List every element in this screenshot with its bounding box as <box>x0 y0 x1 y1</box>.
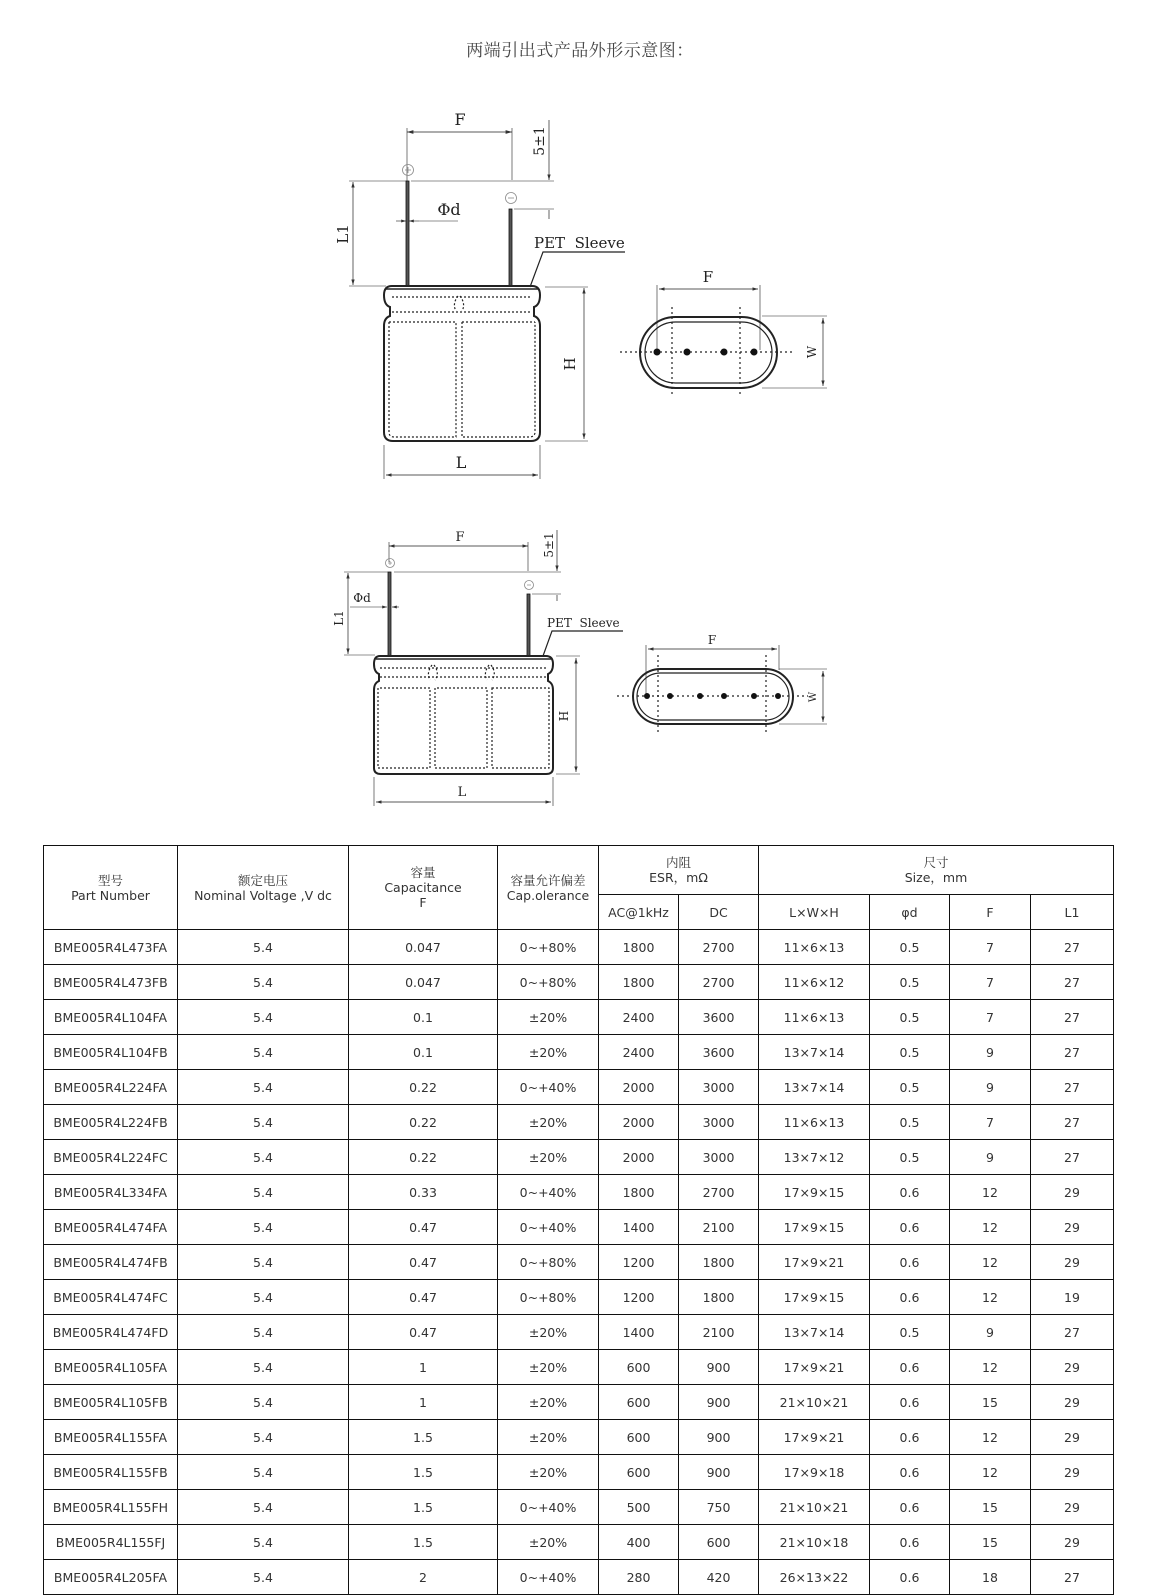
cell-tolerance: 0~+80% <box>498 930 599 965</box>
cell-part-number: BME005R4L224FB <box>44 1105 178 1140</box>
header-dc: DC <box>679 895 759 930</box>
cell-part-number: BME005R4L473FB <box>44 965 178 1000</box>
cell-capacitance: 0.047 <box>349 930 498 965</box>
cell-size-phid: 0.6 <box>870 1490 950 1525</box>
header-nominal-voltage: 额定电压 Nominal Voltage ,V dc <box>178 846 349 930</box>
cell-capacitance: 0.47 <box>349 1315 498 1350</box>
cell-esr-ac: 600 <box>599 1420 679 1455</box>
cell-voltage: 5.4 <box>178 1490 349 1525</box>
cell-size-phid: 0.5 <box>870 1105 950 1140</box>
cell-part-number: BME005R4L104FB <box>44 1035 178 1070</box>
table-row <box>44 1175 1114 1210</box>
cell-tolerance: ±20% <box>498 1420 599 1455</box>
cell-tolerance: 0~+40% <box>498 1490 599 1525</box>
cell-voltage: 5.4 <box>178 1315 349 1350</box>
cell-esr-dc: 600 <box>679 1525 759 1560</box>
cell-part-number: BME005R4L474FA <box>44 1210 178 1245</box>
cell-esr-ac: 2400 <box>599 1035 679 1070</box>
cell-tolerance: 0~+80% <box>498 1280 599 1315</box>
cell-voltage: 5.4 <box>178 1070 349 1105</box>
cell-voltage: 5.4 <box>178 1560 349 1595</box>
cell-tolerance: 0~+40% <box>498 1560 599 1595</box>
diagram2-phid-label: Φd <box>353 591 371 605</box>
cell-size-f: 12 <box>950 1420 1031 1455</box>
cell-part-number: BME005R4L205FA <box>44 1560 178 1595</box>
cell-capacitance: 2 <box>349 1560 498 1595</box>
diagram1-f-label: F <box>454 110 466 129</box>
page-title: 两端引出式产品外形示意图： <box>466 41 694 61</box>
table-row <box>44 1035 1114 1070</box>
table-row <box>44 1105 1114 1140</box>
cell-part-number: BME005R4L105FB <box>44 1385 178 1420</box>
diagram2-tolerance-label: 5±1 <box>542 532 556 558</box>
header-f: F <box>950 895 1031 930</box>
table-row <box>44 1280 1114 1315</box>
cell-size-phid: 0.6 <box>870 1525 950 1560</box>
header-part-number: 型号 Part Number <box>44 846 178 930</box>
table-row <box>44 1420 1114 1455</box>
cell-esr-ac: 1400 <box>599 1210 679 1245</box>
cell-size-lwh: 17×9×18 <box>759 1455 870 1490</box>
cell-tolerance: ±20% <box>498 1455 599 1490</box>
cell-capacitance: 0.33 <box>349 1175 498 1210</box>
cell-size-l1: 29 <box>1031 1245 1114 1280</box>
cell-size-l1: 27 <box>1031 930 1114 965</box>
cell-esr-dc: 1800 <box>679 1280 759 1315</box>
cell-voltage: 5.4 <box>178 1245 349 1280</box>
cell-size-lwh: 13×7×14 <box>759 1070 870 1105</box>
table-row <box>44 965 1114 1000</box>
cell-size-lwh: 17×9×21 <box>759 1245 870 1280</box>
cell-part-number: BME005R4L334FA <box>44 1175 178 1210</box>
cell-size-lwh: 11×6×13 <box>759 930 870 965</box>
cell-size-l1: 29 <box>1031 1350 1114 1385</box>
cell-part-number: BME005R4L224FC <box>44 1140 178 1175</box>
cell-esr-ac: 2000 <box>599 1070 679 1105</box>
cell-tolerance: 0~+40% <box>498 1070 599 1105</box>
cell-size-phid: 0.6 <box>870 1350 950 1385</box>
cell-size-l1: 27 <box>1031 965 1114 1000</box>
cell-size-l1: 27 <box>1031 1140 1114 1175</box>
cell-esr-dc: 900 <box>679 1420 759 1455</box>
cell-size-l1: 27 <box>1031 1035 1114 1070</box>
cell-size-lwh: 21×10×21 <box>759 1490 870 1525</box>
diagram1-l1-label: L1 <box>334 224 352 244</box>
cell-size-f: 15 <box>950 1385 1031 1420</box>
cell-capacitance: 0.47 <box>349 1280 498 1315</box>
cell-size-phid: 0.5 <box>870 930 950 965</box>
cell-esr-dc: 2700 <box>679 930 759 965</box>
cell-size-f: 9 <box>950 1315 1031 1350</box>
cell-size-f: 12 <box>950 1280 1031 1315</box>
header-l1: L1 <box>1031 895 1114 930</box>
cell-capacitance: 0.22 <box>349 1070 498 1105</box>
cell-voltage: 5.4 <box>178 1140 349 1175</box>
table-row <box>44 1210 1114 1245</box>
cell-size-l1: 29 <box>1031 1210 1114 1245</box>
cell-esr-ac: 2000 <box>599 1140 679 1175</box>
cell-size-phid: 0.6 <box>870 1175 950 1210</box>
diagram1-top-view <box>620 285 827 397</box>
table-row <box>44 1560 1114 1595</box>
cell-voltage: 5.4 <box>178 1455 349 1490</box>
cell-voltage: 5.4 <box>178 930 349 965</box>
cell-size-lwh: 17×9×15 <box>759 1210 870 1245</box>
cell-size-f: 9 <box>950 1140 1031 1175</box>
diagram2-w-label: W <box>808 691 819 703</box>
cell-size-f: 15 <box>950 1525 1031 1560</box>
cell-esr-ac: 500 <box>599 1490 679 1525</box>
cell-size-l1: 19 <box>1031 1280 1114 1315</box>
table-row <box>44 1385 1114 1420</box>
cell-esr-dc: 3600 <box>679 1000 759 1035</box>
cell-capacitance: 1 <box>349 1385 498 1420</box>
cell-size-lwh: 17×9×21 <box>759 1420 870 1455</box>
cell-size-lwh: 13×7×12 <box>759 1140 870 1175</box>
cell-tolerance: 0~+80% <box>498 1245 599 1280</box>
cell-size-l1: 29 <box>1031 1455 1114 1490</box>
diagram1-h-label: H <box>561 357 579 371</box>
cell-size-phid: 0.5 <box>870 1035 950 1070</box>
cell-esr-dc: 2100 <box>679 1315 759 1350</box>
cell-part-number: BME005R4L155FA <box>44 1420 178 1455</box>
cell-part-number: BME005R4L104FA <box>44 1000 178 1035</box>
cell-size-phid: 0.5 <box>870 1140 950 1175</box>
cell-size-lwh: 17×9×15 <box>759 1280 870 1315</box>
cell-part-number: BME005R4L105FA <box>44 1350 178 1385</box>
cell-esr-ac: 1800 <box>599 965 679 1000</box>
cell-size-phid: 0.6 <box>870 1560 950 1595</box>
cell-voltage: 5.4 <box>178 1175 349 1210</box>
diagram1-w-label: W <box>805 345 819 359</box>
cell-size-phid: 0.6 <box>870 1455 950 1490</box>
cell-size-l1: 29 <box>1031 1175 1114 1210</box>
cell-size-lwh: 21×10×21 <box>759 1385 870 1420</box>
cell-size-lwh: 11×6×13 <box>759 1105 870 1140</box>
header-tolerance: 容量允许偏差 Cap.olerance <box>498 846 599 930</box>
cell-capacitance: 0.1 <box>349 1000 498 1035</box>
diagram2-top-f-label: F <box>707 633 717 647</box>
cell-tolerance: 0~+40% <box>498 1210 599 1245</box>
cell-part-number: BME005R4L474FD <box>44 1315 178 1350</box>
cell-voltage: 5.4 <box>178 1525 349 1560</box>
cell-size-lwh: 13×7×14 <box>759 1315 870 1350</box>
cell-esr-ac: 280 <box>599 1560 679 1595</box>
cell-esr-ac: 600 <box>599 1455 679 1490</box>
cell-esr-ac: 1200 <box>599 1245 679 1280</box>
cell-voltage: 5.4 <box>178 1420 349 1455</box>
cell-tolerance: ±20% <box>498 1035 599 1070</box>
cell-size-phid: 0.6 <box>870 1245 950 1280</box>
cell-size-phid: 0.5 <box>870 965 950 1000</box>
cell-tolerance: 0~+40% <box>498 1175 599 1210</box>
cell-size-l1: 29 <box>1031 1385 1114 1420</box>
cell-voltage: 5.4 <box>178 965 349 1000</box>
cell-esr-ac: 600 <box>599 1350 679 1385</box>
cell-part-number: BME005R4L224FA <box>44 1070 178 1105</box>
cell-esr-dc: 3600 <box>679 1035 759 1070</box>
diagram1-phid-label: Φd <box>437 200 461 219</box>
cell-size-l1: 29 <box>1031 1420 1114 1455</box>
table-row <box>44 1070 1114 1105</box>
cell-tolerance: 0~+80% <box>498 965 599 1000</box>
cell-capacitance: 0.47 <box>349 1210 498 1245</box>
cell-size-f: 15 <box>950 1490 1031 1525</box>
cell-size-lwh: 17×9×15 <box>759 1175 870 1210</box>
cell-size-l1: 27 <box>1031 1070 1114 1105</box>
cell-size-f: 7 <box>950 965 1031 1000</box>
cell-esr-dc: 1800 <box>679 1245 759 1280</box>
cell-size-l1: 29 <box>1031 1490 1114 1525</box>
cell-size-f: 12 <box>950 1350 1031 1385</box>
table-row <box>44 1000 1114 1035</box>
cell-part-number: BME005R4L474FC <box>44 1280 178 1315</box>
cell-size-l1: 27 <box>1031 1315 1114 1350</box>
cell-esr-dc: 900 <box>679 1385 759 1420</box>
cell-capacitance: 1 <box>349 1350 498 1385</box>
diagram1-tolerance-label: 5±1 <box>532 126 548 156</box>
cell-voltage: 5.4 <box>178 1035 349 1070</box>
cell-esr-ac: 600 <box>599 1385 679 1420</box>
cell-tolerance: ±20% <box>498 1105 599 1140</box>
table-row <box>44 930 1114 965</box>
cell-size-lwh: 21×10×18 <box>759 1525 870 1560</box>
table-row <box>44 1525 1114 1560</box>
cell-tolerance: ±20% <box>498 1315 599 1350</box>
cell-size-lwh: 13×7×14 <box>759 1035 870 1070</box>
diagram1-l-label: L <box>455 453 467 472</box>
cell-part-number: BME005R4L473FA <box>44 930 178 965</box>
cell-voltage: 5.4 <box>178 1000 349 1035</box>
diagram2-l-label: L <box>457 785 467 800</box>
cell-size-lwh: 26×13×22 <box>759 1560 870 1595</box>
cell-size-f: 18 <box>950 1560 1031 1595</box>
cell-esr-dc: 2700 <box>679 965 759 1000</box>
cell-size-l1: 27 <box>1031 1560 1114 1595</box>
cell-tolerance: ±20% <box>498 1525 599 1560</box>
cell-size-l1: 29 <box>1031 1525 1114 1560</box>
cell-esr-dc: 900 <box>679 1350 759 1385</box>
cell-esr-dc: 2700 <box>679 1175 759 1210</box>
cell-size-l1: 27 <box>1031 1000 1114 1035</box>
diagram2-sleeve-label: PET Sleeve <box>547 616 620 630</box>
cell-tolerance: ±20% <box>498 1385 599 1420</box>
spec-table <box>43 845 1114 1595</box>
cell-size-f: 7 <box>950 1000 1031 1035</box>
cell-esr-dc: 3000 <box>679 1105 759 1140</box>
cell-voltage: 5.4 <box>178 1105 349 1140</box>
cell-capacitance: 0.1 <box>349 1035 498 1070</box>
diagram1-side-view <box>349 120 625 479</box>
cell-size-f: 12 <box>950 1175 1031 1210</box>
cell-size-phid: 0.6 <box>870 1280 950 1315</box>
cell-capacitance: 1.5 <box>349 1420 498 1455</box>
cell-size-phid: 0.5 <box>870 1315 950 1350</box>
header-size: 尺寸 Size，mm <box>759 846 1114 895</box>
diagram1-top-f-label: F <box>702 268 714 286</box>
cell-capacitance: 1.5 <box>349 1490 498 1525</box>
cell-esr-dc: 900 <box>679 1455 759 1490</box>
cell-esr-ac: 1400 <box>599 1315 679 1350</box>
cell-size-f: 9 <box>950 1070 1031 1105</box>
table-row <box>44 1140 1114 1175</box>
cell-capacitance: 0.22 <box>349 1140 498 1175</box>
table-row <box>44 1245 1114 1280</box>
table-row <box>44 1455 1114 1490</box>
cell-tolerance: ±20% <box>498 1140 599 1175</box>
cell-size-phid: 0.6 <box>870 1210 950 1245</box>
cell-voltage: 5.4 <box>178 1385 349 1420</box>
table-row <box>44 1350 1114 1385</box>
cell-esr-dc: 3000 <box>679 1070 759 1105</box>
header-esr: 内阻 ESR，mΩ <box>599 846 759 895</box>
cell-size-f: 12 <box>950 1245 1031 1280</box>
header-phid: φd <box>870 895 950 930</box>
cell-part-number: BME005R4L474FB <box>44 1245 178 1280</box>
cell-esr-ac: 400 <box>599 1525 679 1560</box>
diagram2-top-view <box>617 645 827 735</box>
header-lwh: L×W×H <box>759 895 870 930</box>
cell-esr-ac: 2400 <box>599 1000 679 1035</box>
cell-size-f: 7 <box>950 930 1031 965</box>
diagram1-sleeve-label: PET Sleeve <box>534 234 625 252</box>
cell-tolerance: ±20% <box>498 1000 599 1035</box>
cell-size-l1: 27 <box>1031 1105 1114 1140</box>
cell-part-number: BME005R4L155FH <box>44 1490 178 1525</box>
cell-esr-ac: 2000 <box>599 1105 679 1140</box>
diagram2-f-label: F <box>455 530 465 545</box>
cell-capacitance: 1.5 <box>349 1455 498 1490</box>
table-row <box>44 1315 1114 1350</box>
cell-voltage: 5.4 <box>178 1280 349 1315</box>
cell-size-f: 7 <box>950 1105 1031 1140</box>
cell-size-phid: 0.5 <box>870 1000 950 1035</box>
cell-size-lwh: 17×9×21 <box>759 1350 870 1385</box>
diagram2-side-view <box>344 530 623 806</box>
cell-size-lwh: 11×6×13 <box>759 1000 870 1035</box>
diagram2-h-label: H <box>557 710 571 722</box>
cell-size-phid: 0.6 <box>870 1420 950 1455</box>
cell-esr-dc: 420 <box>679 1560 759 1595</box>
cell-esr-dc: 2100 <box>679 1210 759 1245</box>
cell-voltage: 5.4 <box>178 1350 349 1385</box>
header-capacitance: 容量 Capacitance F <box>349 846 498 930</box>
cell-size-lwh: 11×6×12 <box>759 965 870 1000</box>
cell-esr-ac: 1200 <box>599 1280 679 1315</box>
cell-capacitance: 1.5 <box>349 1525 498 1560</box>
cell-tolerance: ±20% <box>498 1350 599 1385</box>
cell-esr-ac: 1800 <box>599 1175 679 1210</box>
cell-size-f: 9 <box>950 1035 1031 1070</box>
cell-esr-dc: 3000 <box>679 1140 759 1175</box>
cell-part-number: BME005R4L155FB <box>44 1455 178 1490</box>
cell-size-phid: 0.6 <box>870 1385 950 1420</box>
cell-esr-ac: 1800 <box>599 930 679 965</box>
cell-part-number: BME005R4L155FJ <box>44 1525 178 1560</box>
header-ac: AC@1kHz <box>599 895 679 930</box>
cell-capacitance: 0.047 <box>349 965 498 1000</box>
table-row <box>44 1490 1114 1525</box>
cell-size-phid: 0.5 <box>870 1070 950 1105</box>
cell-esr-dc: 750 <box>679 1490 759 1525</box>
cell-capacitance: 0.22 <box>349 1105 498 1140</box>
cell-capacitance: 0.47 <box>349 1245 498 1280</box>
cell-size-f: 12 <box>950 1455 1031 1490</box>
cell-voltage: 5.4 <box>178 1210 349 1245</box>
diagram2-l1-label: L1 <box>332 610 346 626</box>
cell-size-f: 12 <box>950 1210 1031 1245</box>
